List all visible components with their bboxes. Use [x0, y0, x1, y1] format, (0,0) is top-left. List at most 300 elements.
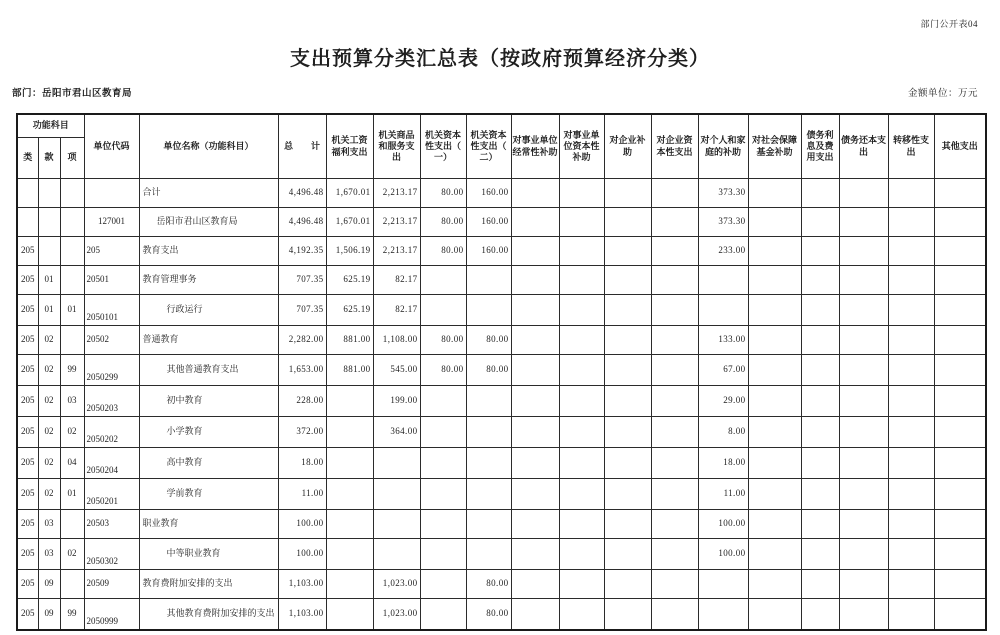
cell-value	[511, 386, 559, 417]
cell-value	[748, 266, 801, 295]
cell-value	[934, 386, 986, 417]
cell-value	[604, 326, 651, 355]
cell-value	[934, 179, 986, 208]
cell-value: 80.00	[420, 179, 466, 208]
col-header-debt-interest: 债务利息及费用支出	[801, 114, 839, 179]
col-header-unit-code: 单位代码	[84, 114, 139, 179]
cell-value	[604, 417, 651, 448]
cell-unit-name: 初中教育	[139, 386, 278, 417]
table-body	[17, 179, 986, 631]
cell-value: 100.00	[278, 510, 326, 539]
col-header-func-group: 功能科目	[17, 114, 84, 138]
cell-lei: 205	[17, 510, 38, 539]
cell-value	[559, 479, 604, 510]
table-header	[17, 114, 986, 179]
cell-unit-code: 2050101	[84, 295, 139, 326]
col-header-org-capital-1: 机关资本性支出（一）	[420, 114, 466, 179]
cell-value: 199.00	[373, 386, 420, 417]
cell-unit-code: 20502	[84, 326, 139, 355]
cell-value	[420, 510, 466, 539]
cell-value: 228.00	[278, 386, 326, 417]
cell-value: 1,103.00	[278, 570, 326, 599]
cell-unit-code: 20501	[84, 266, 139, 295]
cell-value	[748, 479, 801, 510]
col-header-kuan: 款	[38, 138, 60, 179]
cell-xiang	[60, 237, 84, 266]
cell-unit-name: 行政运行	[139, 295, 278, 326]
cell-value	[651, 386, 698, 417]
cell-value	[420, 479, 466, 510]
cell-value: 373.30	[698, 179, 748, 208]
cell-value	[651, 570, 698, 599]
cell-value	[888, 326, 934, 355]
cell-value	[326, 599, 373, 631]
cell-value: 1,023.00	[373, 570, 420, 599]
cell-value	[748, 179, 801, 208]
cell-value: 1,103.00	[278, 599, 326, 631]
cell-value	[748, 510, 801, 539]
cell-value	[651, 539, 698, 570]
cell-xiang: 99	[60, 355, 84, 386]
cell-value	[511, 510, 559, 539]
cell-value: 133.00	[698, 326, 748, 355]
cell-value	[326, 417, 373, 448]
cell-kuan: 01	[38, 266, 60, 295]
cell-value	[559, 599, 604, 631]
cell-value: 18.00	[698, 448, 748, 479]
cell-value	[934, 355, 986, 386]
cell-value: 1,670.01	[326, 179, 373, 208]
cell-xiang	[60, 266, 84, 295]
cell-value: 80.00	[420, 355, 466, 386]
cell-lei: 205	[17, 266, 38, 295]
col-header-org-capital-2: 机关资本性支出（二）	[466, 114, 511, 179]
cell-value	[934, 448, 986, 479]
cell-value: 1,653.00	[278, 355, 326, 386]
cell-value	[559, 386, 604, 417]
cell-value	[604, 448, 651, 479]
cell-lei: 205	[17, 599, 38, 631]
cell-value	[373, 510, 420, 539]
cell-value	[559, 295, 604, 326]
cell-value	[651, 208, 698, 237]
cell-value: 2,213.17	[373, 208, 420, 237]
cell-unit-name: 教育管理事务	[139, 266, 278, 295]
cell-kuan	[38, 237, 60, 266]
cell-value: 160.00	[466, 208, 511, 237]
cell-value: 100.00	[698, 510, 748, 539]
cell-value	[651, 295, 698, 326]
cell-value	[888, 539, 934, 570]
cell-value	[466, 510, 511, 539]
cell-value	[651, 237, 698, 266]
cell-unit-name: 教育支出	[139, 237, 278, 266]
table-row	[17, 599, 986, 631]
cell-xiang: 03	[60, 386, 84, 417]
cell-unit-code: 2050204	[84, 448, 139, 479]
cell-xiang	[60, 208, 84, 237]
cell-value	[839, 326, 888, 355]
cell-value	[801, 237, 839, 266]
cell-kuan: 02	[38, 448, 60, 479]
cell-value	[466, 295, 511, 326]
cell-kuan: 02	[38, 326, 60, 355]
cell-kuan: 02	[38, 386, 60, 417]
cell-value	[888, 237, 934, 266]
cell-xiang: 02	[60, 417, 84, 448]
col-header-enterprise-capital: 对企业资本性支出	[651, 114, 698, 179]
cell-value	[934, 237, 986, 266]
cell-value	[420, 295, 466, 326]
cell-value: 80.00	[466, 355, 511, 386]
cell-value	[934, 599, 986, 631]
cell-lei: 205	[17, 295, 38, 326]
cell-kuan: 09	[38, 570, 60, 599]
table-row	[17, 266, 986, 295]
cell-value: 625.19	[326, 295, 373, 326]
cell-value: 881.00	[326, 355, 373, 386]
cell-value	[651, 479, 698, 510]
cell-value	[604, 208, 651, 237]
cell-value: 707.35	[278, 266, 326, 295]
cell-value	[559, 179, 604, 208]
cell-value	[559, 208, 604, 237]
cell-value	[559, 355, 604, 386]
cell-value: 80.00	[420, 237, 466, 266]
cell-lei: 205	[17, 326, 38, 355]
cell-value	[888, 510, 934, 539]
cell-value	[511, 479, 559, 510]
cell-value: 80.00	[466, 599, 511, 631]
cell-value	[934, 295, 986, 326]
cell-value	[934, 539, 986, 570]
cell-value	[651, 355, 698, 386]
cell-value: 2,282.00	[278, 326, 326, 355]
cell-value: 881.00	[326, 326, 373, 355]
cell-value	[801, 539, 839, 570]
table-row	[17, 479, 986, 510]
cell-value	[420, 417, 466, 448]
cell-value	[511, 355, 559, 386]
cell-unit-name: 其他普通教育支出	[139, 355, 278, 386]
cell-value: 82.17	[373, 266, 420, 295]
cell-value	[748, 208, 801, 237]
amount-unit-label: 金额单位：万元	[907, 89, 978, 99]
cell-value: 625.19	[326, 266, 373, 295]
cell-value	[748, 355, 801, 386]
cell-unit-name: 合计	[139, 179, 278, 208]
cell-value	[888, 599, 934, 631]
cell-lei: 205	[17, 479, 38, 510]
cell-value	[559, 237, 604, 266]
cell-value	[934, 266, 986, 295]
cell-unit-name: 岳阳市君山区教育局	[139, 208, 278, 237]
col-header-xiang: 项	[60, 138, 84, 179]
col-header-debt-principal: 债务还本支出	[839, 114, 888, 179]
table-row	[17, 355, 986, 386]
cell-unit-code: 127001	[84, 208, 139, 237]
cell-value	[511, 448, 559, 479]
cell-value	[839, 179, 888, 208]
cell-unit-code: 205	[84, 237, 139, 266]
cell-value	[839, 417, 888, 448]
cell-value	[604, 386, 651, 417]
cell-value	[559, 510, 604, 539]
cell-xiang: 02	[60, 539, 84, 570]
table-row	[17, 208, 986, 237]
cell-value	[604, 295, 651, 326]
cell-value	[326, 539, 373, 570]
cell-value	[934, 417, 986, 448]
cell-value	[466, 386, 511, 417]
cell-value: 4,192.35	[278, 237, 326, 266]
cell-value: 11.00	[278, 479, 326, 510]
cell-value	[511, 326, 559, 355]
cell-value	[559, 326, 604, 355]
cell-unit-name: 普通教育	[139, 326, 278, 355]
table-row	[17, 295, 986, 326]
cell-value: 1,023.00	[373, 599, 420, 631]
cell-value	[934, 326, 986, 355]
cell-unit-name: 高中教育	[139, 448, 278, 479]
table-row	[17, 326, 986, 355]
cell-value	[888, 448, 934, 479]
cell-xiang	[60, 326, 84, 355]
cell-value	[888, 295, 934, 326]
cell-value	[934, 510, 986, 539]
cell-unit-code: 2050202	[84, 417, 139, 448]
col-header-inst-recurrent: 对事业单位经常性补助	[511, 114, 559, 179]
cell-lei: 205	[17, 417, 38, 448]
cell-value	[651, 417, 698, 448]
department-label: 部门：岳阳市君山区教育局	[12, 89, 133, 99]
cell-value	[698, 570, 748, 599]
cell-value	[511, 208, 559, 237]
cell-kuan	[38, 208, 60, 237]
col-header-enterprise-subsidy: 对企业补助	[604, 114, 651, 179]
cell-value: 160.00	[466, 179, 511, 208]
cell-value	[559, 266, 604, 295]
cell-value	[651, 448, 698, 479]
cell-lei: 205	[17, 448, 38, 479]
cell-value	[839, 539, 888, 570]
cell-value: 11.00	[698, 479, 748, 510]
col-header-individual-family: 对个人和家庭的补助	[698, 114, 748, 179]
cell-value	[888, 570, 934, 599]
cell-unit-code: 20503	[84, 510, 139, 539]
cell-value	[604, 570, 651, 599]
cell-value	[559, 539, 604, 570]
cell-value	[651, 266, 698, 295]
cell-value	[748, 570, 801, 599]
cell-xiang	[60, 570, 84, 599]
cell-value	[801, 179, 839, 208]
cell-lei	[17, 179, 38, 208]
cell-value: 4,496.48	[278, 208, 326, 237]
table-row	[17, 510, 986, 539]
cell-value	[326, 448, 373, 479]
cell-unit-code: 2050999	[84, 599, 139, 631]
cell-value	[888, 479, 934, 510]
cell-unit-name: 职业教育	[139, 510, 278, 539]
cell-value	[748, 448, 801, 479]
cell-value	[839, 295, 888, 326]
cell-unit-code: 20509	[84, 570, 139, 599]
table-row	[17, 570, 986, 599]
cell-value	[604, 479, 651, 510]
cell-xiang: 01	[60, 295, 84, 326]
cell-value	[801, 570, 839, 599]
cell-value	[511, 599, 559, 631]
cell-value	[839, 237, 888, 266]
cell-value	[373, 539, 420, 570]
cell-value	[801, 599, 839, 631]
cell-value: 373.30	[698, 208, 748, 237]
cell-xiang: 01	[60, 479, 84, 510]
cell-value	[420, 266, 466, 295]
cell-kuan: 09	[38, 599, 60, 631]
cell-value	[888, 179, 934, 208]
cell-value	[748, 417, 801, 448]
col-header-unit-name: 单位名称（功能科目）	[139, 114, 278, 179]
cell-value	[748, 599, 801, 631]
cell-value	[511, 266, 559, 295]
cell-value: 18.00	[278, 448, 326, 479]
cell-value	[604, 266, 651, 295]
cell-value	[466, 266, 511, 295]
cell-value	[604, 179, 651, 208]
cell-value	[511, 539, 559, 570]
cell-value	[839, 570, 888, 599]
cell-value	[604, 237, 651, 266]
cell-value	[326, 479, 373, 510]
cell-value	[748, 386, 801, 417]
cell-value	[801, 417, 839, 448]
cell-value	[373, 479, 420, 510]
cell-value	[698, 295, 748, 326]
cell-value	[934, 208, 986, 237]
cell-value: 80.00	[466, 570, 511, 599]
cell-value	[466, 539, 511, 570]
cell-value: 1,108.00	[373, 326, 420, 355]
cell-value	[888, 417, 934, 448]
budget-table	[16, 113, 987, 631]
cell-value	[651, 599, 698, 631]
table-row	[17, 448, 986, 479]
cell-value: 29.00	[698, 386, 748, 417]
cell-value	[839, 208, 888, 237]
cell-value	[651, 326, 698, 355]
cell-value	[801, 510, 839, 539]
col-header-inst-capital: 对事业单位资本性补助	[559, 114, 604, 179]
col-header-org-wage: 机关工资福利支出	[326, 114, 373, 179]
doc-code-label: 部门公开表04	[920, 19, 978, 29]
cell-unit-code: 2050302	[84, 539, 139, 570]
cell-value	[604, 510, 651, 539]
cell-value	[511, 570, 559, 599]
page-title: 支出预算分类汇总表（按政府预算经济分类）	[290, 48, 710, 70]
cell-value	[511, 417, 559, 448]
cell-value: 80.00	[420, 326, 466, 355]
cell-value	[511, 179, 559, 208]
cell-unit-name: 小学教育	[139, 417, 278, 448]
cell-value	[748, 326, 801, 355]
cell-value: 2,213.17	[373, 237, 420, 266]
col-header-other: 其他支出	[934, 114, 986, 179]
cell-unit-code: 2050201	[84, 479, 139, 510]
table-row	[17, 539, 986, 570]
cell-unit-name: 其他教育费附加安排的支出	[139, 599, 278, 631]
col-header-lei: 类	[17, 138, 38, 179]
table-row	[17, 417, 986, 448]
cell-value	[651, 179, 698, 208]
cell-value	[420, 570, 466, 599]
cell-value	[839, 355, 888, 386]
cell-kuan: 02	[38, 479, 60, 510]
cell-value	[604, 355, 651, 386]
cell-value: 1,670.01	[326, 208, 373, 237]
cell-value	[420, 448, 466, 479]
header-row-top	[17, 114, 986, 138]
cell-kuan: 03	[38, 510, 60, 539]
cell-value	[839, 386, 888, 417]
cell-value	[839, 479, 888, 510]
cell-value	[801, 208, 839, 237]
cell-lei: 205	[17, 539, 38, 570]
cell-value: 80.00	[420, 208, 466, 237]
cell-value: 2,213.17	[373, 179, 420, 208]
cell-xiang	[60, 179, 84, 208]
cell-value: 1,506.19	[326, 237, 373, 266]
cell-value	[801, 479, 839, 510]
cell-value: 372.00	[278, 417, 326, 448]
cell-value	[888, 266, 934, 295]
cell-value	[511, 295, 559, 326]
cell-xiang	[60, 510, 84, 539]
cell-kuan: 01	[38, 295, 60, 326]
cell-value: 364.00	[373, 417, 420, 448]
table-row	[17, 237, 986, 266]
cell-value	[559, 448, 604, 479]
cell-value	[326, 510, 373, 539]
cell-value: 80.00	[466, 326, 511, 355]
cell-value	[511, 237, 559, 266]
cell-unit-code: 2050299	[84, 355, 139, 386]
cell-value	[888, 208, 934, 237]
cell-value	[326, 570, 373, 599]
cell-xiang: 99	[60, 599, 84, 631]
cell-value: 545.00	[373, 355, 420, 386]
cell-value	[373, 448, 420, 479]
cell-value	[698, 266, 748, 295]
cell-lei: 205	[17, 570, 38, 599]
cell-value	[934, 479, 986, 510]
cell-value	[420, 599, 466, 631]
cell-value	[801, 266, 839, 295]
cell-value	[748, 237, 801, 266]
cell-value	[801, 295, 839, 326]
cell-value: 233.00	[698, 237, 748, 266]
cell-value	[466, 479, 511, 510]
cell-value	[801, 355, 839, 386]
table-row	[17, 179, 986, 208]
cell-value	[698, 599, 748, 631]
cell-value	[748, 539, 801, 570]
cell-kuan: 03	[38, 539, 60, 570]
cell-value: 160.00	[466, 237, 511, 266]
col-header-org-goods: 机关商品和服务支出	[373, 114, 420, 179]
col-header-social-security: 对社会保障基金补助	[748, 114, 801, 179]
